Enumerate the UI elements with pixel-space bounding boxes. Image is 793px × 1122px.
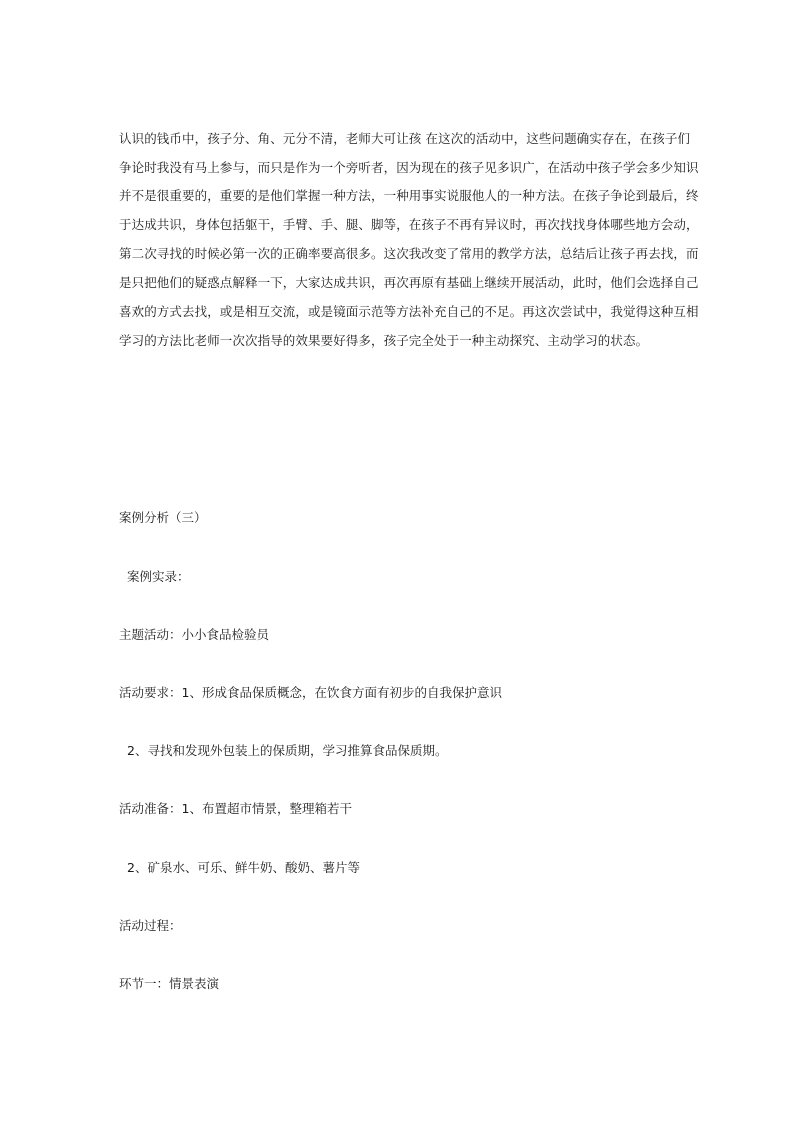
paragraph-line: 并不是很重要的，重要的是他们掌握一种方法，一种用事实说服他人的一种方法。在孩子争论到最后，终 [119,188,699,203]
paragraph-line: 第二次寻找的时候必第一次的正确率要高很多。这次我改变了常用的教学方法，总结后让孩子再去找，而 [119,246,699,261]
paragraph-line: 争论时我没有马上参与，而只是作为一个旁听者，因为现在的孩子见多识广，在活动中孩子学会多少知识 [119,160,699,175]
requirement-line-2: 2、寻找和发现外包装上的保质期，学习推算食品保质期。 [127,743,448,758]
paragraph-line: 是只把他们的疑惑点解释一下，大家达成共识，再次再原有基础上继续开展活动，此时，他们会选择自己 [119,275,699,290]
process-heading: 活动过程： [119,918,182,933]
preparation-line-1: 活动准备：1、布置超市情景，整理箱若干 [119,801,352,816]
paragraph-line: 学习的方法比老师一次次指导的效果要好得多，孩子完全处于一种主动探究、主动学习的状态。 [119,333,649,348]
paragraph-line: 认识的钱币中，孩子分、角、元分不清，老师大可让孩 在这次的活动中，这些问题确实存在，在孩子们 [119,131,691,146]
case-title: 案例分析（三） [119,510,207,525]
theme-line: 主题活动：小小食品检验员 [119,627,270,642]
preparation-line-2: 2、矿泉水、可乐、鲜牛奶、酸奶、薯片等 [127,860,360,875]
step-heading: 环节一：情景表演 [119,976,220,991]
paragraph-line: 喜欢的方式去找，或是相互交流，或是镜面示范等方法补充自己的不足。再这次尝试中，我觉得这种互相 [119,304,699,319]
paragraph-line: 于达成共识，身体包括躯干，手臂、手、腿、脚等，在孩子不再有异议时，再次找找身体哪些地方会动， [119,217,699,232]
case-record-heading: 案例实录： [127,569,190,584]
requirement-line-1: 活动要求：1、形成食品保质概念，在饮食方面有初步的自我保护意识 [119,685,502,700]
